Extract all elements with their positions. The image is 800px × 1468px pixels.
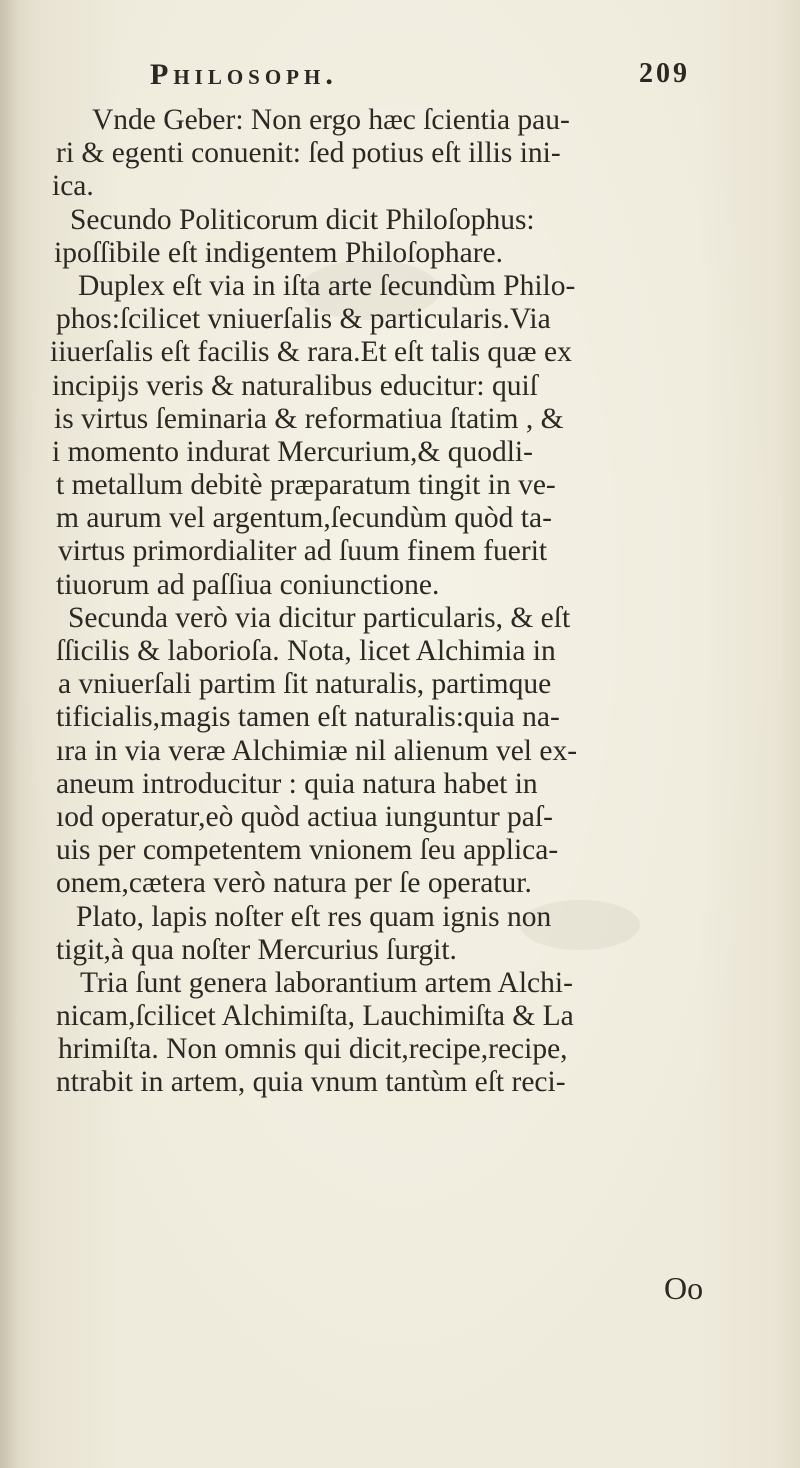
- page-gutter-shadow: [0, 0, 18, 1468]
- text-line: ıod operatur,eò quòd actiua iunguntur paſ-: [56, 800, 553, 833]
- text-line: i momento indurat Mercurium,& quodli-: [52, 435, 533, 468]
- text-line: is virtus ſeminaria & reformatiua ſtatim , &: [54, 402, 564, 435]
- page-number: 209: [639, 58, 690, 89]
- text-line: incipijs veris & naturalibus educitur: quiſ: [52, 369, 538, 402]
- text-line: virtus primordialiter ad ſuum finem fuerit: [58, 535, 548, 568]
- text-line: Vnde Geber: Non ergo hæc ſcientia pau-: [92, 104, 570, 136]
- page-header: [150, 58, 690, 98]
- text-line: uis per competentem vnionem ſeu applica-: [56, 834, 559, 867]
- text-line: ıra in via veræ Alchimiæ nil alienum vel ex-: [56, 734, 578, 767]
- text-line: Duplex eſt via in iſta arte ſecundùm Philo-: [78, 269, 576, 302]
- text-line: onem,cætera verò natura per ſe operatur.: [56, 867, 532, 900]
- text-line: tificialis,magis tamen eſt naturalis:quia na-: [56, 701, 560, 734]
- text-line: ſſicilis & laborioſa. Nota, licet Alchimia in: [56, 635, 556, 667]
- running-title: Philosoph.: [150, 58, 338, 91]
- text-line: a vniuerſali partim ſit naturalis, partimque: [58, 668, 552, 701]
- text-line: ica.: [52, 170, 94, 203]
- text-line: Plato, lapis noſter eſt res quam ignis non: [76, 900, 552, 933]
- text-line: Secundo Politicorum dicit Philoſophus:: [70, 203, 535, 236]
- text-line: aneum introducitur : quia natura habet in: [56, 767, 538, 800]
- text-line: m aurum vel argentum,ſecundùm quòd ta-: [56, 502, 552, 535]
- text-line: ipoſſibile eſt indigentem Philoſophare.: [54, 236, 503, 269]
- text-line: iiuerſalis eſt facilis & rara.Et eſt talis quæ ex: [50, 336, 572, 369]
- text-line: hrimiſta. Non omnis qui dicit,recipe,recipe,: [58, 1033, 568, 1066]
- text-line: ri & egenti conuenit: ſed potius eſt illis ini-: [56, 137, 561, 170]
- body-text: [28, 104, 780, 1100]
- text-line: t metallum debitè præparatum tingit in ve-: [56, 469, 556, 502]
- text-line: phos:ſcilicet vniuerſalis & particularis.Via: [56, 303, 551, 336]
- text-line: Secunda verò via dicitur particularis, & eſt: [68, 601, 571, 634]
- catchword: Oo: [664, 1270, 704, 1306]
- text-line: nicam,ſcilicet Alchimiſta, Lauchimiſta & La: [56, 1000, 574, 1033]
- text-line: ntrabit in artem, quia vnum tantùm eſt reci-: [56, 1066, 566, 1099]
- text-line: tiuorum ad paſſiua coniunctione.: [56, 568, 440, 601]
- text-line: tigit,à qua noſter Mercurius ſurgit.: [56, 933, 457, 966]
- text-line: Tria ſunt genera laborantium artem Alchi-: [80, 966, 573, 999]
